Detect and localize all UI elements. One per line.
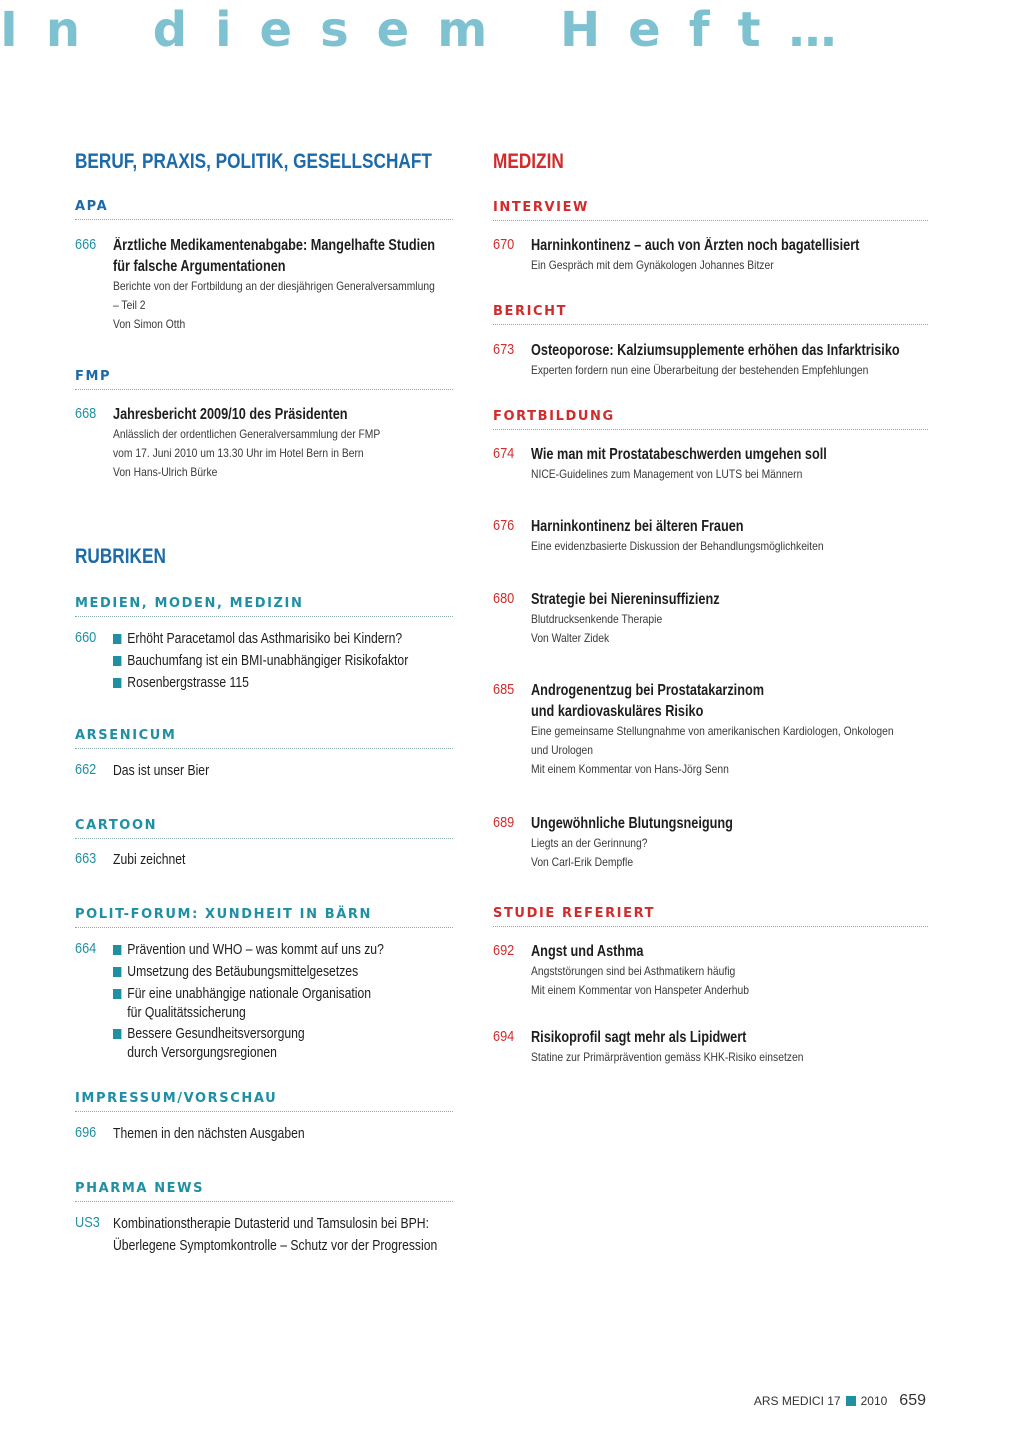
entry-subtitle: Anlässlich der ordentlichen Generalversammlung der FMP	[113, 427, 381, 441]
page-number-footer: 659	[899, 1392, 926, 1409]
entry-title: Kombinationstherapie Dutasterid und Tamsulosin bei BPH:	[113, 1216, 429, 1232]
entry-title: Jahresbericht 2009/10 des Präsidenten	[113, 406, 348, 423]
category-bericht: BERICHT	[493, 303, 928, 325]
bullet-square-icon	[113, 634, 121, 644]
toc-entry-674[interactable]	[493, 444, 928, 484]
page-number: 685	[493, 681, 515, 698]
entry-author: Mit einem Kommentar von Hanspeter Anderhub	[531, 983, 749, 997]
toc-entry-662[interactable]	[75, 760, 453, 782]
entry-title: Zubi zeichnet	[113, 852, 186, 868]
entry-title: Angst und Asthma	[531, 943, 644, 960]
toc-entry-664[interactable]	[75, 939, 453, 1063]
bullet-square-icon	[113, 678, 121, 688]
category-apa: APA	[75, 198, 453, 220]
entry-title-line2: Überlegene Symptomkontrolle – Schutz vor der Progression	[113, 1238, 438, 1254]
toc-entry-689[interactable]	[493, 813, 928, 872]
entry-subtitle: Berichte von der Fortbildung an der diesjährigen Generalversammlung	[113, 279, 435, 293]
entry-subtitle-line2: und Urologen	[531, 743, 593, 757]
page-number: 664	[75, 940, 97, 957]
section-heading-beruf: BERUF, PRAXIS, POLITIK, GESELLSCHAFT	[75, 150, 432, 173]
entry-subtitle: Statine zur Primärprävention gemäss KHK-Risiko einsetzen	[531, 1050, 804, 1064]
entry-subtitle: Eine gemeinsame Stellungnahme von amerikanischen Kardiologen, Onkologen	[531, 724, 894, 738]
entry-title: Osteoporose: Kalziumsupplemente erhöhen das Infarktrisiko	[531, 342, 900, 359]
bullet-square-icon	[113, 967, 121, 977]
bullet-item[interactable]: Bauchumfang ist ein BMI-unabhängiger Risikofaktor	[113, 650, 470, 672]
bullet-item[interactable]: Erhöht Paracetamol das Asthmarisiko bei Kindern?	[113, 628, 470, 650]
journal-year: 2010	[860, 1394, 888, 1408]
toc-entry-663[interactable]	[75, 849, 453, 871]
page-number: 673	[493, 341, 515, 358]
bullet-square-icon	[113, 1029, 121, 1039]
toc-entry-us3[interactable]	[75, 1213, 453, 1257]
entry-title: Ungewöhnliche Blutungsneigung	[531, 815, 733, 832]
toc-entry-676[interactable]	[493, 516, 928, 556]
toc-entry-670[interactable]	[493, 235, 928, 275]
category-impressum: IMPRESSUM/VORSCHAU	[75, 1090, 453, 1112]
toc-entry-694[interactable]	[493, 1027, 928, 1067]
page-number: US3	[75, 1214, 100, 1231]
page-number: 689	[493, 814, 515, 831]
category-interview: INTERVIEW	[493, 199, 928, 221]
page-number: 663	[75, 850, 97, 867]
bullet-square-icon	[113, 989, 121, 999]
masthead-title: In diesem Heft…	[0, 2, 865, 58]
page-number: 694	[493, 1028, 515, 1045]
toc-entry-685[interactable]	[493, 680, 928, 779]
category-arsenicum: ARSENICUM	[75, 727, 453, 749]
entry-title: Themen in den nächsten Ausgaben	[113, 1126, 305, 1142]
page-number: 660	[75, 629, 97, 646]
entry-subtitle: Ein Gespräch mit dem Gynäkologen Johannes Bitzer	[531, 258, 774, 272]
category-cartoon: CARTOON	[75, 817, 453, 839]
entry-author: Von Carl-Erik Dempfle	[531, 855, 634, 869]
entry-author: Von Walter Zidek	[531, 631, 610, 645]
toc-entry-666[interactable]	[75, 235, 453, 334]
entry-subtitle: Blutdrucksenkende Therapie	[531, 612, 663, 626]
category-fmp: FMP	[75, 368, 453, 390]
bullet-item[interactable]: Bessere Gesundheitsversorgung durch Versorgungsregionen	[113, 1023, 470, 1063]
entry-author: Mit einem Kommentar von Hans-Jörg Senn	[531, 762, 729, 776]
entry-author: Von Hans-Ulrich Bürke	[113, 465, 218, 479]
bullet-item[interactable]: Rosenbergstrasse 115	[113, 672, 470, 694]
entry-subtitle: Eine evidenzbasierte Diskussion der Behandlungsmöglichkeiten	[531, 539, 824, 553]
entry-subtitle: Liegts an der Gerinnung?	[531, 836, 648, 850]
toc-entry-660[interactable]	[75, 628, 453, 694]
entry-title: Ärztliche Medikamentenabgabe: Mangelhafte Studien	[113, 237, 436, 254]
toc-entry-696[interactable]	[75, 1123, 453, 1145]
entry-subtitle: Angststörungen sind bei Asthmatikern häufig	[531, 964, 736, 978]
entry-title-line2: für falsche Argumentationen	[113, 258, 286, 275]
entry-title: Risikoprofil sagt mehr als Lipidwert	[531, 1029, 747, 1046]
entry-author: Von Simon Otth	[113, 317, 186, 331]
page-number: 668	[75, 405, 97, 422]
entry-title-line2: und kardiovaskuläres Risiko	[531, 703, 704, 720]
entry-subtitle: Experten fordern nun eine Überarbeitung der bestehenden Empfehlungen	[531, 363, 869, 377]
toc-entry-668[interactable]	[75, 404, 453, 482]
category-pharma-news: PHARMA NEWS	[75, 1180, 453, 1202]
page-number: 692	[493, 942, 515, 959]
section-heading-medizin: MEDIZIN	[493, 150, 564, 173]
entry-subtitle-line2: – Teil 2	[113, 298, 146, 312]
entry-subtitle-line2: vom 17. Juni 2010 um 13.30 Uhr im Hotel Bern in Bern	[113, 446, 364, 460]
page-number: 670	[493, 236, 515, 253]
page-number: 662	[75, 761, 97, 778]
category-medien: MEDIEN, MODEN, MEDIZIN	[75, 595, 453, 617]
entry-title: Strategie bei Niereninsuffizienz	[531, 591, 720, 608]
entry-title: Androgenentzug bei Prostatakarzinom	[531, 682, 765, 699]
page-footer	[754, 1392, 926, 1410]
page-number: 676	[493, 517, 515, 534]
bullet-square-icon	[113, 656, 121, 666]
entry-title: Wie man mit Prostatabeschwerden umgehen soll	[531, 446, 827, 463]
entry-subtitle: NICE-Guidelines zum Management von LUTS bei Männern	[531, 467, 803, 481]
journal-name: ARS MEDICI 17	[753, 1394, 841, 1408]
toc-entry-673[interactable]	[493, 340, 928, 380]
bullet-item[interactable]: Für eine unabhängige nationale Organisation für Qualitätssicherung	[113, 983, 470, 1023]
entry-title: Harninkontinenz bei älteren Frauen	[531, 518, 744, 535]
category-fortbildung: FORTBILDUNG	[493, 408, 928, 430]
toc-entry-680[interactable]	[493, 589, 928, 648]
toc-entry-692[interactable]	[493, 941, 928, 1000]
bullet-item[interactable]: Prävention und WHO – was kommt auf uns zu?	[113, 939, 470, 961]
bullet-item[interactable]: Umsetzung des Betäubungsmittelgesetzes	[113, 961, 470, 983]
page-number: 674	[493, 445, 515, 462]
page-number: 680	[493, 590, 515, 607]
page-number: 696	[75, 1124, 97, 1141]
category-polit-forum: POLIT-FORUM: XUNDHEIT IN BÄRN	[75, 906, 453, 928]
entry-title: Harninkontinenz – auch von Ärzten noch bagatellisiert	[531, 237, 860, 254]
category-studie-referiert: STUDIE REFERIERT	[493, 905, 928, 927]
page-number: 666	[75, 236, 97, 253]
section-heading-rubriken: RUBRIKEN	[75, 545, 166, 568]
bullet-square-icon	[113, 945, 121, 955]
entry-title: Das ist unser Bier	[113, 763, 210, 779]
footer-square-icon	[846, 1396, 856, 1406]
